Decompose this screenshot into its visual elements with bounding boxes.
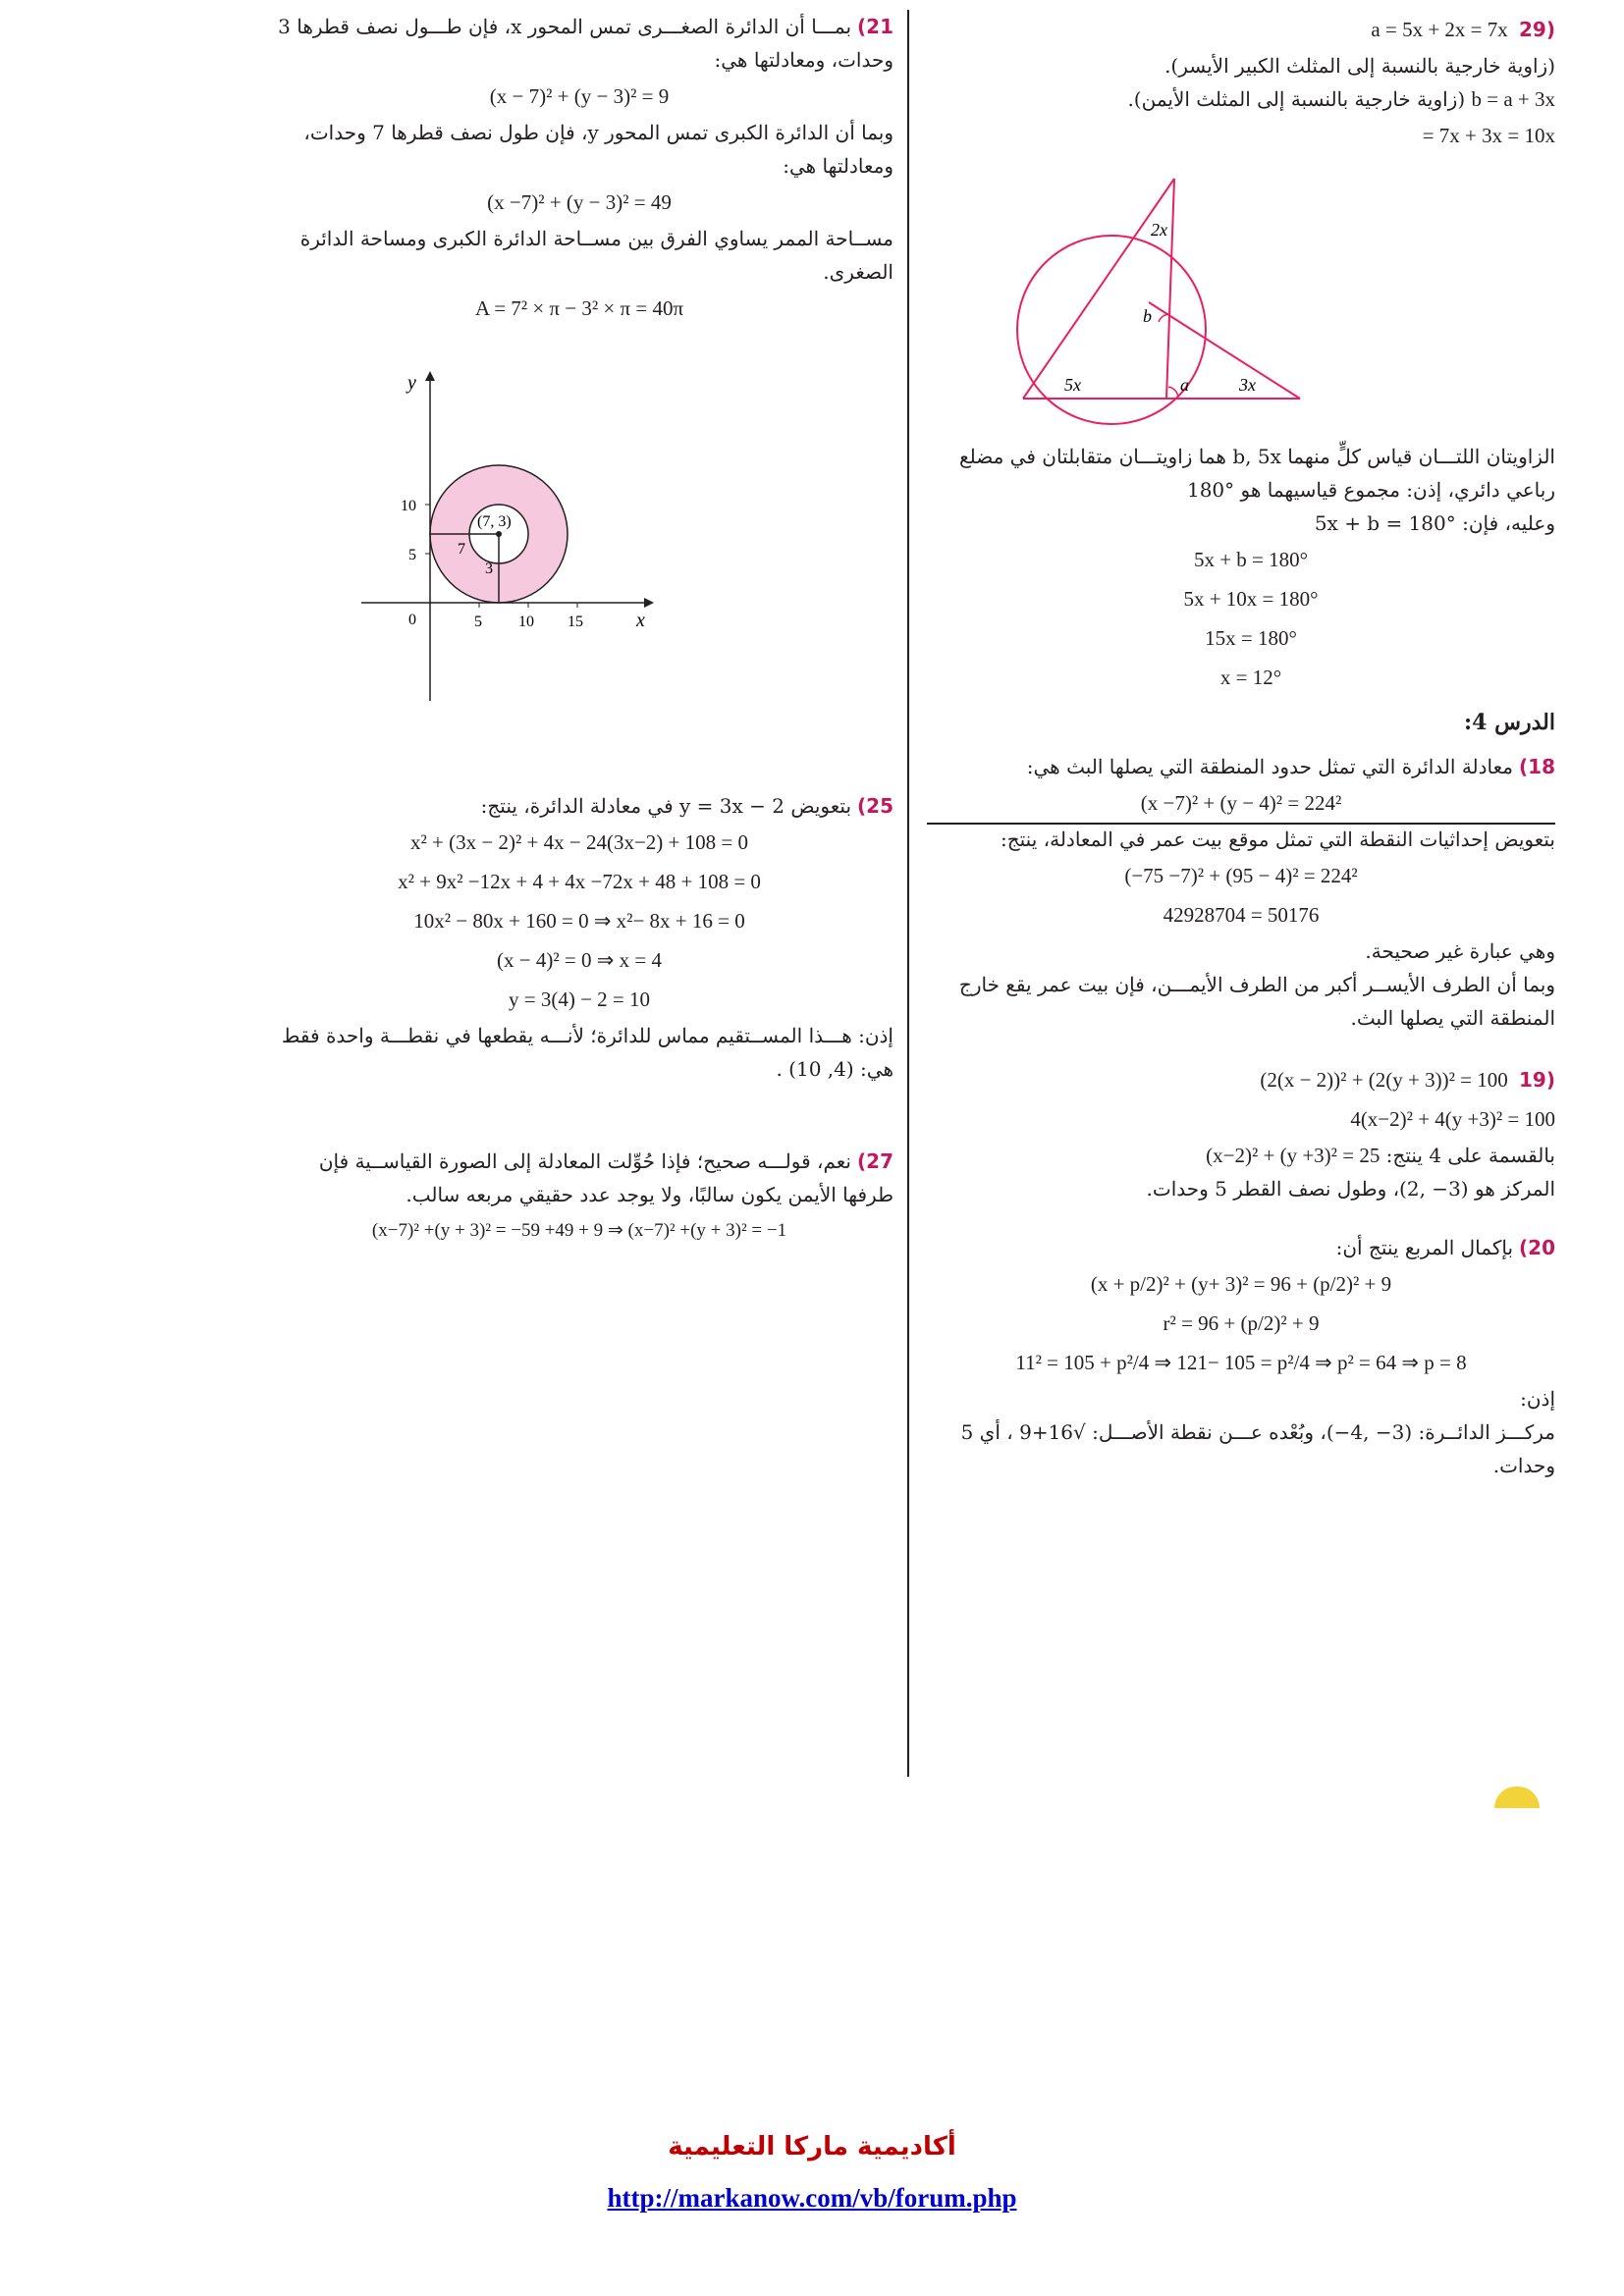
footer-academy-name: أكاديمية ماركا التعليمية <box>668 2132 956 2162</box>
problem-number: 27) <box>857 1149 893 1173</box>
problem-25 <box>265 789 893 1086</box>
problem-29-step3: 15x = 180° <box>1205 626 1297 650</box>
problem-19-text2: المركز هو (3− ,2)، وطول نصف القطر 5 وحدات. <box>1146 1177 1555 1201</box>
figure-label-2x: 2x <box>1151 220 1167 240</box>
center-point <box>496 531 502 537</box>
x-tick-label: 5 <box>474 614 482 630</box>
problem-18-eq2: (−75 −7)² + (95 − 4)² = 224² <box>1124 864 1358 887</box>
figure-apex-line <box>1166 179 1174 399</box>
problem-25-step2: x² + 9x² −12x + 4 + 4x −72x + 48 + 108 = 0 <box>398 870 761 893</box>
problem-25-step4: (x − 4)² = 0 ⇒ x = 4 <box>497 948 662 972</box>
problem-18-text2: بتعويض إحداثيات النقطة التي تمثل موقع بيت عمر في المعادلة، ينتج: <box>1001 828 1555 851</box>
problem-21-text1: بمـــا أن الدائرة الصغـــرى تمس المحور x، فإن طـــول نصف قطرها 3 وحدات، ومعادلتها هي: <box>278 15 893 72</box>
problem-19 <box>927 1060 1555 1205</box>
x-tick-label: 0 <box>408 612 416 628</box>
problem-29-text2: وعليه، فإن: 5x + b = 180° <box>1314 511 1555 535</box>
small-radius-label: 3 <box>485 561 493 577</box>
problem-number: 18) <box>1519 755 1555 778</box>
problem-21-eq3: A = 7² × π − 3² × π = 40π <box>474 296 684 320</box>
right-column <box>927 10 1555 1482</box>
problem-29-eq3: = 7x + 3x = 10x <box>1422 124 1555 147</box>
problem-21-text2: وبما أن الدائرة الكبرى تمس المحور y، فإن طول نصف قطرها 7 وحدات، ومعادلتها هي: <box>303 121 893 178</box>
problem-21 <box>265 10 893 711</box>
problem-number: 25) <box>857 794 893 818</box>
problem-25-step5: y = 3(4) − 2 = 10 <box>508 988 651 1011</box>
y-axis-label: y <box>407 372 416 394</box>
x-tick-label: 10 <box>518 614 534 630</box>
y-tick-label: 5 <box>408 547 416 563</box>
problem-18-text4: وبما أن الطرف الأيســر أكبر من الطرف الأيمـــن، فإن بيت عمر يقع خارج المنطقة التي يصلها البث. <box>958 973 1555 1030</box>
y-axis-arrow <box>425 371 435 381</box>
problem-18-eq1: (x −7)² + (y − 4)² = 224² <box>1140 791 1342 815</box>
column-divider <box>907 10 909 1777</box>
problem-27-text1: نعم، قولـــه صحيح؛ فإذا حُوِّلت المعادلة إلى الصورة القياســية فإن طرفها الأيمن يكون سالبًا، ولا يوجد عدد حقيقي مربعه سالب. <box>318 1149 893 1206</box>
problem-number: 20) <box>1519 1236 1555 1259</box>
problem-21-eq2: (x −7)² + (y − 3)² = 49 <box>487 190 672 214</box>
problem-18-text1: معادلة الدائرة التي تمثل حدود المنطقة التي يصلها البث هي: <box>1026 755 1514 778</box>
problem-29-note1: (زاوية خارجية بالنسبة إلى المثلث الكبير الأيسر). <box>1164 54 1555 78</box>
figure-left-side <box>1023 179 1174 399</box>
problem-29-step1: 5x + b = 180° <box>1193 548 1309 571</box>
problem-20-text1: بإكمال المربع ينتج أن: <box>1335 1236 1514 1259</box>
y-tick-label: 10 <box>401 498 416 514</box>
problem-19-eq1: (2(x − 2))² + (2(y + 3))² = 100 <box>1260 1068 1508 1092</box>
figure-label-3x: 3x <box>1239 375 1256 395</box>
figure-label-a: a <box>1180 375 1189 395</box>
problem-number: 19) <box>1519 1068 1555 1092</box>
problem-29-note2: (زاوية خارجية بالنسبة إلى المثلث الأيمن). <box>1127 87 1466 111</box>
problem-27 <box>265 1145 893 1251</box>
problem-27-eq1: (x−7)² +(y + 3)² = −59 +49 + 9 ⇒ (x−7)² +(y + 3)² = −1 <box>371 1220 787 1241</box>
problem-19-eq3: (x−2)² + (y +3)² = 25 <box>1206 1144 1380 1167</box>
big-radius-label: 7 <box>458 541 465 558</box>
x-axis-label: x <box>636 610 645 631</box>
problem-number: 29) <box>1519 18 1555 41</box>
problem-25-step1: x² + (3x − 2)² + 4x − 24(3x−2) + 108 = 0 <box>410 830 748 854</box>
figure-label-b: b <box>1143 306 1152 326</box>
problem-29-step2: 5x + 10x = 180° <box>1183 587 1319 611</box>
problem-20-eq3: 11² = 105 + p²/4 ⇒ 121− 105 = p²/4 ⇒ p² = 64 ⇒ p = 8 <box>1015 1351 1467 1374</box>
problem-19-text1: بالقسمة على 4 ينتج: <box>1385 1144 1555 1167</box>
problem-29-text1: الزاويتان اللتـــان قياس كلٍّ منهما b, 5x هما زاويتـــان متقابلتان في مضلع رباعي دائري، إذن: مجموع قياسيهما هو °180 <box>958 445 1555 502</box>
problem-29 <box>927 10 1555 697</box>
problem-20 <box>927 1231 1555 1482</box>
problem-20-text2: إذن: <box>1520 1387 1555 1411</box>
problem-18 <box>927 750 1555 1035</box>
problem-29-eq1: a = 5x + 2x = 7x <box>1371 18 1508 41</box>
figure-label-5x: 5x <box>1064 375 1081 395</box>
page-corner-decoration <box>1494 1787 1540 1808</box>
problem-29-eq2: b = a + 3x <box>1471 87 1555 111</box>
problem-21-graph <box>265 338 893 711</box>
problem-number: 21) <box>857 15 893 38</box>
x-axis-arrow <box>644 598 654 608</box>
problem-20-eq2: r² = 96 + (p/2)² + 9 <box>1163 1311 1320 1335</box>
problem-20-text3: مركـــز الدائــرة: (3− ,4−)، وبُعْده عـــن نقطة الأصـــل: √16+9 ، أي 5 وحدات. <box>960 1420 1555 1477</box>
problem-21-eq1: (x − 7)² + (y − 3)² = 9 <box>489 84 670 108</box>
center-label: (7, 3) <box>477 513 512 530</box>
figure-right-side <box>1149 302 1300 399</box>
x-tick-label: 15 <box>568 614 583 630</box>
left-column <box>265 10 893 1251</box>
problem-29-figure <box>927 155 1555 440</box>
problem-25-step3: 10x² − 80x + 160 = 0 ⇒ x²− 8x + 16 = 0 <box>413 909 745 933</box>
lesson-title: الدرس 4: <box>1464 710 1555 735</box>
problem-25-text1: بتعويض y = 3x − 2 في معادلة الدائرة، ينتج: <box>480 794 852 818</box>
problem-29-step4: x = 12° <box>1219 666 1282 689</box>
problem-18-eq3: 42928704 = 50176 <box>1163 903 1320 927</box>
footer-link[interactable]: http://markanow.com/vb/forum.php <box>607 2183 1017 2213</box>
problem-18-text3: وهي عبارة غير صحيحة. <box>1365 939 1555 963</box>
problem-20-eq1: (x + p/2)² + (y+ 3)² = 96 + (p/2)² + 9 <box>1090 1272 1392 1296</box>
problem-25-text2: إذن: هـــذا المســتقيم مماس للدائرة؛ لأنـــه يقطعها في نقطـــة واحدة فقط هي: (4, 10) . <box>281 1024 893 1081</box>
problem-21-text3: مســاحة الممر يساوي الفرق بين مســاحة الدائرة الكبرى ومساحة الدائرة الصغرى. <box>299 227 893 284</box>
problem-19-eq2: 4(x−2)² + 4(y +3)² = 100 <box>1350 1107 1555 1131</box>
